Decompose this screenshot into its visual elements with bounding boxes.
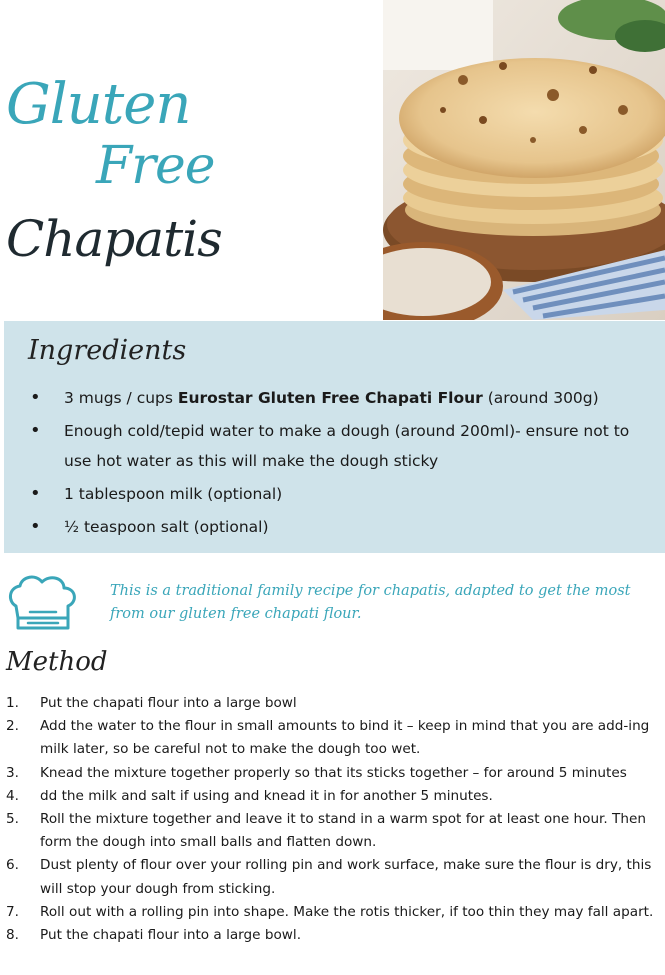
title-line-free: Free — [96, 136, 215, 196]
title-line-chapatis: Chapatis — [6, 210, 222, 268]
method-steps — [6, 692, 658, 947]
note-text: This is a traditional family recipe for chapatis, adapted to get the most from our gluten free chapati flour. — [110, 583, 631, 622]
product-name: Eurostar Gluten Free Chapati Flour — [177, 389, 483, 407]
list-item: 8. Put the chapati flour into a large bowl. — [6, 927, 302, 944]
bullet: • — [30, 516, 41, 537]
list-item: 5. Roll the mixture together and leave it to stand in a warm spot for at least one hour. Then form the dough into small balls and flatten down. — [6, 811, 646, 851]
recipe-note — [0, 560, 665, 640]
list-item: • 1 tablespoon milk (optional) — [30, 479, 650, 509]
chef-hat-icon — [6, 572, 80, 634]
bullet: • — [30, 420, 41, 441]
list-item: 4. dd the milk and salt if using and knead it in for another 5 minutes. — [6, 787, 493, 804]
method-heading: Method — [6, 647, 108, 677]
list-item: 2. Add the water to the flour in small amounts to bind it – keep in mind that you are add-ing milk later, so be careful not to make the dough too wet. — [6, 718, 650, 758]
list-item: 7. Roll out with a rolling pin into shape. Make the rotis thicker, if too thin they may fall apart. — [6, 903, 654, 920]
bullet: • — [30, 483, 41, 504]
ingredients-list — [30, 383, 650, 545]
ingredients-panel — [4, 321, 665, 553]
title-line-gluten: Gluten — [6, 72, 191, 137]
list-item: 1. Put the chapati flour into a large bowl — [6, 695, 297, 711]
list-item: • 3 mugs / cups Eurostar Gluten Free Chapati Flour (around 300g) — [30, 383, 650, 413]
list-item: 6. Dust plenty of flour over your rolling pin and work surface, make sure the flour is dry, this will stop your dough from sticking. — [6, 857, 652, 897]
recipe-title — [0, 0, 383, 320]
list-item: • ½ teaspoon salt (optional) — [30, 512, 650, 542]
ingredients-heading: Ingredients — [28, 335, 187, 366]
chapati-photo — [383, 0, 665, 320]
bullet: • — [30, 387, 41, 408]
list-item: 3. Knead the mixture together properly so that its sticks together – for around 5 minutes — [6, 764, 627, 781]
list-item: • Enough cold/tepid water to make a dough (around 200ml)- ensure not to use hot water as this will make the dough sticky — [30, 416, 650, 476]
